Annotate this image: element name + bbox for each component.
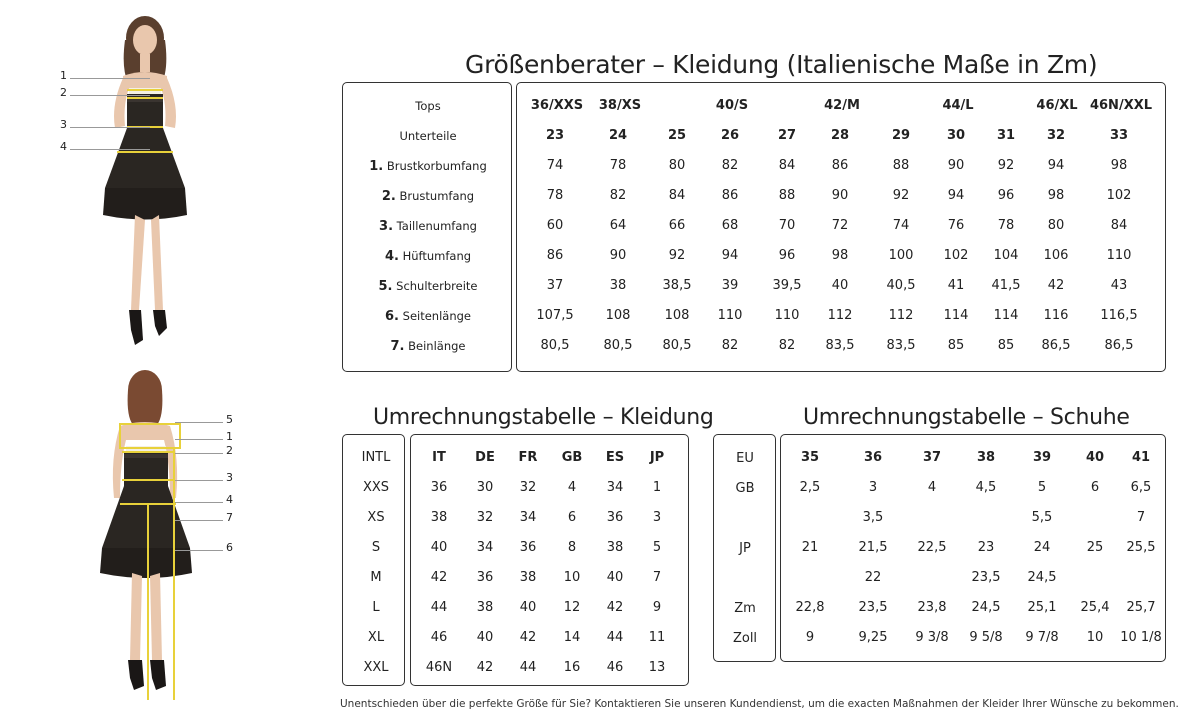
measurement-cell: 84 <box>1110 218 1128 233</box>
country-header: GB <box>561 450 583 465</box>
measurement-cell: 41 <box>947 278 965 293</box>
measurement-cell: 85 <box>997 338 1015 353</box>
gb-size: 4 <box>927 480 937 495</box>
zoll-size: 10 <box>1086 630 1104 645</box>
measurement-cell: 98 <box>1047 188 1065 203</box>
main-row-label <box>415 98 440 114</box>
main-row-number: 5. <box>378 279 393 294</box>
gb-size: 5 <box>1037 480 1047 495</box>
front-marker-4: 4 <box>60 140 67 153</box>
main-row-text: Taillenumfang <box>396 219 477 233</box>
measurement-cell: 102 <box>943 248 969 263</box>
measurement-cell: 92 <box>892 188 910 203</box>
main-row-text: Unterteile <box>399 129 457 143</box>
clothing-labels-box <box>342 434 405 686</box>
intl-size-label: S <box>371 540 381 555</box>
country-header: IT <box>432 450 446 465</box>
main-row-number: 3. <box>379 219 394 234</box>
main-row-label <box>385 248 471 265</box>
conversion-cell: 30 <box>476 480 494 495</box>
measurement-cell: 74 <box>546 158 564 173</box>
front-marker-line-2 <box>70 95 150 96</box>
tops-size-header: 46/XL <box>1036 98 1078 113</box>
tops-size-header: 38/XS <box>598 98 642 113</box>
measurement-cell: 66 <box>668 218 686 233</box>
country-header: DE <box>475 450 495 465</box>
back-marker-1: 1 <box>226 430 233 443</box>
conversion-cell: 38 <box>519 570 537 585</box>
conversion-cell: 32 <box>476 510 494 525</box>
gb-size: 4,5 <box>975 480 997 495</box>
measurement-cell: 110 <box>717 308 743 323</box>
gb-size: 6 <box>1090 480 1100 495</box>
measurement-cell: 108 <box>605 308 631 323</box>
conversion-cell: 34 <box>519 510 537 525</box>
measurement-cell: 82 <box>609 188 627 203</box>
conversion-cell: 36 <box>476 570 494 585</box>
conversion-cell: 44 <box>519 660 537 675</box>
conversion-cell: 1 <box>652 480 662 495</box>
measurement-cell: 68 <box>721 218 739 233</box>
measurement-cell: 39 <box>721 278 739 293</box>
main-row-text: Brustkorbumfang <box>386 159 487 173</box>
conversion-cell: 9 <box>652 600 662 615</box>
main-row-label <box>379 278 478 295</box>
measurement-cell: 92 <box>668 248 686 263</box>
measurement-cell: 100 <box>888 248 914 263</box>
measurement-cell: 82 <box>778 338 796 353</box>
main-row-text: Brustumfang <box>399 189 475 203</box>
measurement-cell: 80,5 <box>662 338 692 353</box>
conversion-cell: 40 <box>519 600 537 615</box>
clothing-values-box <box>410 434 689 686</box>
back-marker-line-7 <box>175 520 223 521</box>
conversion-cell: 36 <box>430 480 448 495</box>
measurement-cell: 80 <box>668 158 686 173</box>
measurement-cell: 38 <box>609 278 627 293</box>
main-row-number: 4. <box>384 249 399 264</box>
measurement-cell: 74 <box>892 218 910 233</box>
measurement-cell: 78 <box>609 158 627 173</box>
back-marker-line-5 <box>175 422 223 423</box>
measurement-cell: 60 <box>546 218 564 233</box>
measurement-cell: 112 <box>827 308 853 323</box>
jp-size: 25,5 <box>1126 540 1156 555</box>
measurement-cell: 43 <box>1110 278 1128 293</box>
shoe-values-box <box>780 434 1166 662</box>
tops-size-header: 42/M <box>824 98 860 113</box>
conversion-cell: 38 <box>476 600 494 615</box>
bottoms-size-header: 30 <box>946 128 966 143</box>
main-row-text: Seitenlänge <box>402 309 471 323</box>
conversion-cell: 42 <box>476 660 494 675</box>
conversion-cell: 42 <box>606 600 624 615</box>
main-row-number: 2. <box>381 189 396 204</box>
main-row-text: Tops <box>415 99 441 113</box>
eu-size: 37 <box>922 450 942 465</box>
conversion-cell: 4 <box>567 480 577 495</box>
tops-size-header: 40/S <box>715 98 749 113</box>
front-marker-3: 3 <box>60 118 67 131</box>
zm-size: 22,8 <box>795 600 825 615</box>
main-row-label <box>369 158 487 175</box>
gb-size: 2,5 <box>799 480 821 495</box>
back-marker-3: 3 <box>226 471 233 484</box>
measurement-cell: 37 <box>546 278 564 293</box>
measurement-cell: 90 <box>609 248 627 263</box>
zoll-size: 9 7/8 <box>1025 630 1059 645</box>
footer-note: Unentschieden über die perfekte Größe für Sie? Kontaktieren Sie unseren Kundendienst, um die exacten Maßnahmen der Kleider Ihrer Wünsche zu bekommen. <box>340 698 1179 710</box>
measurement-cell: 96 <box>997 188 1015 203</box>
shoe-row-label: Zoll <box>732 631 758 646</box>
zm-size: 23,8 <box>917 600 947 615</box>
intl-size-label: L <box>372 600 380 615</box>
jp-size: 23 <box>977 540 995 555</box>
intl-size-label: M <box>370 570 382 585</box>
zoll-size: 9 <box>805 630 815 645</box>
conversion-cell: 38 <box>430 510 448 525</box>
back-model-figure <box>90 368 220 708</box>
zm-size: 23,5 <box>858 600 888 615</box>
main-row-text: Hüftumfang <box>402 249 472 263</box>
eu-size: 38 <box>976 450 996 465</box>
back-marker-line-3 <box>175 480 223 481</box>
gb-size-alt: 7 <box>1136 510 1146 525</box>
country-header: JP <box>649 450 665 465</box>
front-marker-1: 1 <box>60 69 67 82</box>
conversion-cell: 44 <box>430 600 448 615</box>
bottoms-size-header: 29 <box>891 128 911 143</box>
conversion-cell: 46 <box>430 630 448 645</box>
eu-size: 40 <box>1085 450 1105 465</box>
jp-size: 21,5 <box>858 540 888 555</box>
country-header: ES <box>605 450 625 465</box>
measurement-cell: 116 <box>1043 308 1069 323</box>
intl-header: INTL <box>361 450 391 465</box>
jp-size-alt: 23,5 <box>971 570 1001 585</box>
gb-size-alt: 3,5 <box>862 510 884 525</box>
measurement-cell: 94 <box>947 188 965 203</box>
measurement-cell: 82 <box>721 158 739 173</box>
zm-size: 25,1 <box>1027 600 1057 615</box>
measurement-cell: 82 <box>721 338 739 353</box>
conversion-cell: 8 <box>567 540 577 555</box>
back-marker-7: 7 <box>226 511 233 524</box>
jp-size: 25 <box>1086 540 1104 555</box>
measurement-cell: 86 <box>721 188 739 203</box>
measurement-cell: 102 <box>1106 188 1132 203</box>
jp-size-alt: 24,5 <box>1027 570 1057 585</box>
measurement-cell: 114 <box>993 308 1019 323</box>
tops-size-header: 44/L <box>942 98 974 113</box>
intl-size-label: XL <box>367 630 385 645</box>
measurement-cell: 70 <box>778 218 796 233</box>
conversion-cell: 36 <box>606 510 624 525</box>
measurement-cell: 86 <box>831 158 849 173</box>
measurement-cell: 85 <box>947 338 965 353</box>
front-marker-line-4 <box>70 149 150 150</box>
bottoms-size-header: 25 <box>667 128 687 143</box>
size-guide-title: Größenberater – Kleidung (Italienische Maße in Zm) <box>465 50 1098 79</box>
back-marker-line-2 <box>175 453 223 454</box>
zoll-size: 10 1/8 <box>1120 630 1162 645</box>
measurement-cell: 90 <box>947 158 965 173</box>
tops-size-header: 36/XXS <box>530 98 584 113</box>
measurement-cell: 80 <box>1047 218 1065 233</box>
conversion-cell: 3 <box>652 510 662 525</box>
main-row-label <box>399 128 456 144</box>
intl-size-label: XXL <box>363 660 389 675</box>
conversion-cell: 7 <box>652 570 662 585</box>
conversion-cell: 12 <box>563 600 581 615</box>
shoe-row-label: GB <box>735 481 755 496</box>
measurement-cell: 116,5 <box>1100 308 1138 323</box>
measurement-cell: 106 <box>1043 248 1069 263</box>
jp-size: 21 <box>801 540 819 555</box>
measurement-cell: 40,5 <box>886 278 916 293</box>
measurement-cell: 41,5 <box>991 278 1021 293</box>
eu-size: 39 <box>1032 450 1052 465</box>
measurement-cell: 72 <box>831 218 849 233</box>
measurement-cell: 78 <box>546 188 564 203</box>
main-row-number: 1. <box>369 159 384 174</box>
measurement-cell: 42 <box>1047 278 1065 293</box>
measurement-cell: 40 <box>831 278 849 293</box>
measurement-cell: 86,5 <box>1104 338 1134 353</box>
conversion-cell: 42 <box>519 630 537 645</box>
conversion-cell: 46 <box>606 660 624 675</box>
front-marker-line-3 <box>70 127 150 128</box>
measurement-cell: 78 <box>997 218 1015 233</box>
measurement-cell: 64 <box>609 218 627 233</box>
measurement-cell: 94 <box>721 248 739 263</box>
conversion-cell: 11 <box>648 630 666 645</box>
measurement-cell: 88 <box>892 158 910 173</box>
intl-size-label: XXS <box>362 480 390 495</box>
zoll-size: 9,25 <box>858 630 888 645</box>
bottoms-size-header: 26 <box>720 128 740 143</box>
conversion-cell: 40 <box>430 540 448 555</box>
measurement-cell: 98 <box>1110 158 1128 173</box>
back-marker-6: 6 <box>226 541 233 554</box>
shoe-row-label: Zm <box>734 601 756 616</box>
conversion-cell: 10 <box>563 570 581 585</box>
back-marker-line-1 <box>175 439 223 440</box>
zm-size: 25,4 <box>1080 600 1110 615</box>
main-row-text: Schulterbreite <box>396 279 478 293</box>
measurement-cell: 94 <box>1047 158 1065 173</box>
measurement-cell: 96 <box>778 248 796 263</box>
front-model-figure <box>55 10 255 355</box>
conversion-cell: 16 <box>563 660 581 675</box>
eu-size: 41 <box>1131 450 1151 465</box>
zm-size: 25,7 <box>1126 600 1156 615</box>
conversion-cell: 32 <box>519 480 537 495</box>
zoll-size: 9 5/8 <box>969 630 1003 645</box>
conversion-cell: 5 <box>652 540 662 555</box>
shoe-row-label: EU <box>736 451 754 466</box>
main-row-label <box>379 218 477 235</box>
front-marker-line-1 <box>70 78 150 79</box>
measurement-cell: 98 <box>831 248 849 263</box>
conversion-cell: 6 <box>567 510 577 525</box>
back-marker-line-6 <box>175 550 223 551</box>
measurement-cell: 110 <box>1106 248 1132 263</box>
tops-size-header: 46N/XXL <box>1089 98 1153 113</box>
bottoms-size-header: 23 <box>545 128 565 143</box>
measurement-cell: 84 <box>778 158 796 173</box>
back-marker-2: 2 <box>226 444 233 457</box>
measurement-cell: 76 <box>947 218 965 233</box>
eu-size: 36 <box>863 450 883 465</box>
shoe-row-label: JP <box>739 541 751 556</box>
zm-size: 24,5 <box>971 600 1001 615</box>
measurement-cell: 108 <box>664 308 690 323</box>
gb-size-alt: 5,5 <box>1031 510 1053 525</box>
bottoms-size-header: 32 <box>1046 128 1066 143</box>
conversion-cell: 34 <box>606 480 624 495</box>
measurement-cell: 114 <box>943 308 969 323</box>
measurement-cell: 86,5 <box>1041 338 1071 353</box>
bottoms-size-header: 31 <box>996 128 1016 143</box>
measurement-cell: 104 <box>993 248 1019 263</box>
eu-size: 35 <box>800 450 820 465</box>
measurement-cell: 38,5 <box>662 278 692 293</box>
conversion-cell: 38 <box>606 540 624 555</box>
conversion-cell: 36 <box>519 540 537 555</box>
measurement-cell: 86 <box>546 248 564 263</box>
main-row-number: 7. <box>390 339 405 354</box>
shoe-conversion-title: Umrechnungstabelle – Schuhe <box>803 405 1130 430</box>
conversion-cell: 40 <box>476 630 494 645</box>
jp-size: 22,5 <box>917 540 947 555</box>
measurement-cell: 83,5 <box>886 338 916 353</box>
measurement-cell: 110 <box>774 308 800 323</box>
measurement-cell: 107,5 <box>536 308 574 323</box>
gb-size: 3 <box>868 480 878 495</box>
main-row-text: Beinlänge <box>408 339 466 353</box>
back-marker-5: 5 <box>226 413 233 426</box>
front-marker-2: 2 <box>60 86 67 99</box>
conversion-cell: 44 <box>606 630 624 645</box>
gb-size: 6,5 <box>1130 480 1152 495</box>
conversion-cell: 40 <box>606 570 624 585</box>
bottoms-size-header: 27 <box>777 128 797 143</box>
clothing-conversion-title: Umrechnungstabelle – Kleidung <box>373 405 714 430</box>
conversion-cell: 42 <box>430 570 448 585</box>
measurement-cell: 84 <box>668 188 686 203</box>
measurement-cell: 88 <box>778 188 796 203</box>
conversion-cell: 34 <box>476 540 494 555</box>
measurement-cell: 112 <box>888 308 914 323</box>
main-row-label <box>391 338 466 355</box>
measurement-cell: 80,5 <box>540 338 570 353</box>
bottoms-size-header: 24 <box>608 128 628 143</box>
zoll-size: 9 3/8 <box>915 630 949 645</box>
intl-size-label: XS <box>367 510 385 525</box>
conversion-cell: 13 <box>648 660 666 675</box>
back-marker-4: 4 <box>226 493 233 506</box>
measurement-cell: 92 <box>997 158 1015 173</box>
main-row-number: 6. <box>385 309 399 324</box>
main-row-label <box>382 188 474 205</box>
measurement-cell: 83,5 <box>825 338 855 353</box>
conversion-cell: 46N <box>425 660 453 675</box>
measurement-cell: 80,5 <box>603 338 633 353</box>
back-marker-line-4 <box>175 502 223 503</box>
measurement-cell: 90 <box>831 188 849 203</box>
main-row-label <box>385 308 471 325</box>
jp-size-alt: 22 <box>864 570 882 585</box>
conversion-cell: 14 <box>563 630 581 645</box>
bottoms-size-header: 28 <box>830 128 850 143</box>
jp-size: 24 <box>1033 540 1051 555</box>
country-header: FR <box>518 450 538 465</box>
measurement-cell: 39,5 <box>772 278 802 293</box>
bottoms-size-header: 33 <box>1109 128 1129 143</box>
